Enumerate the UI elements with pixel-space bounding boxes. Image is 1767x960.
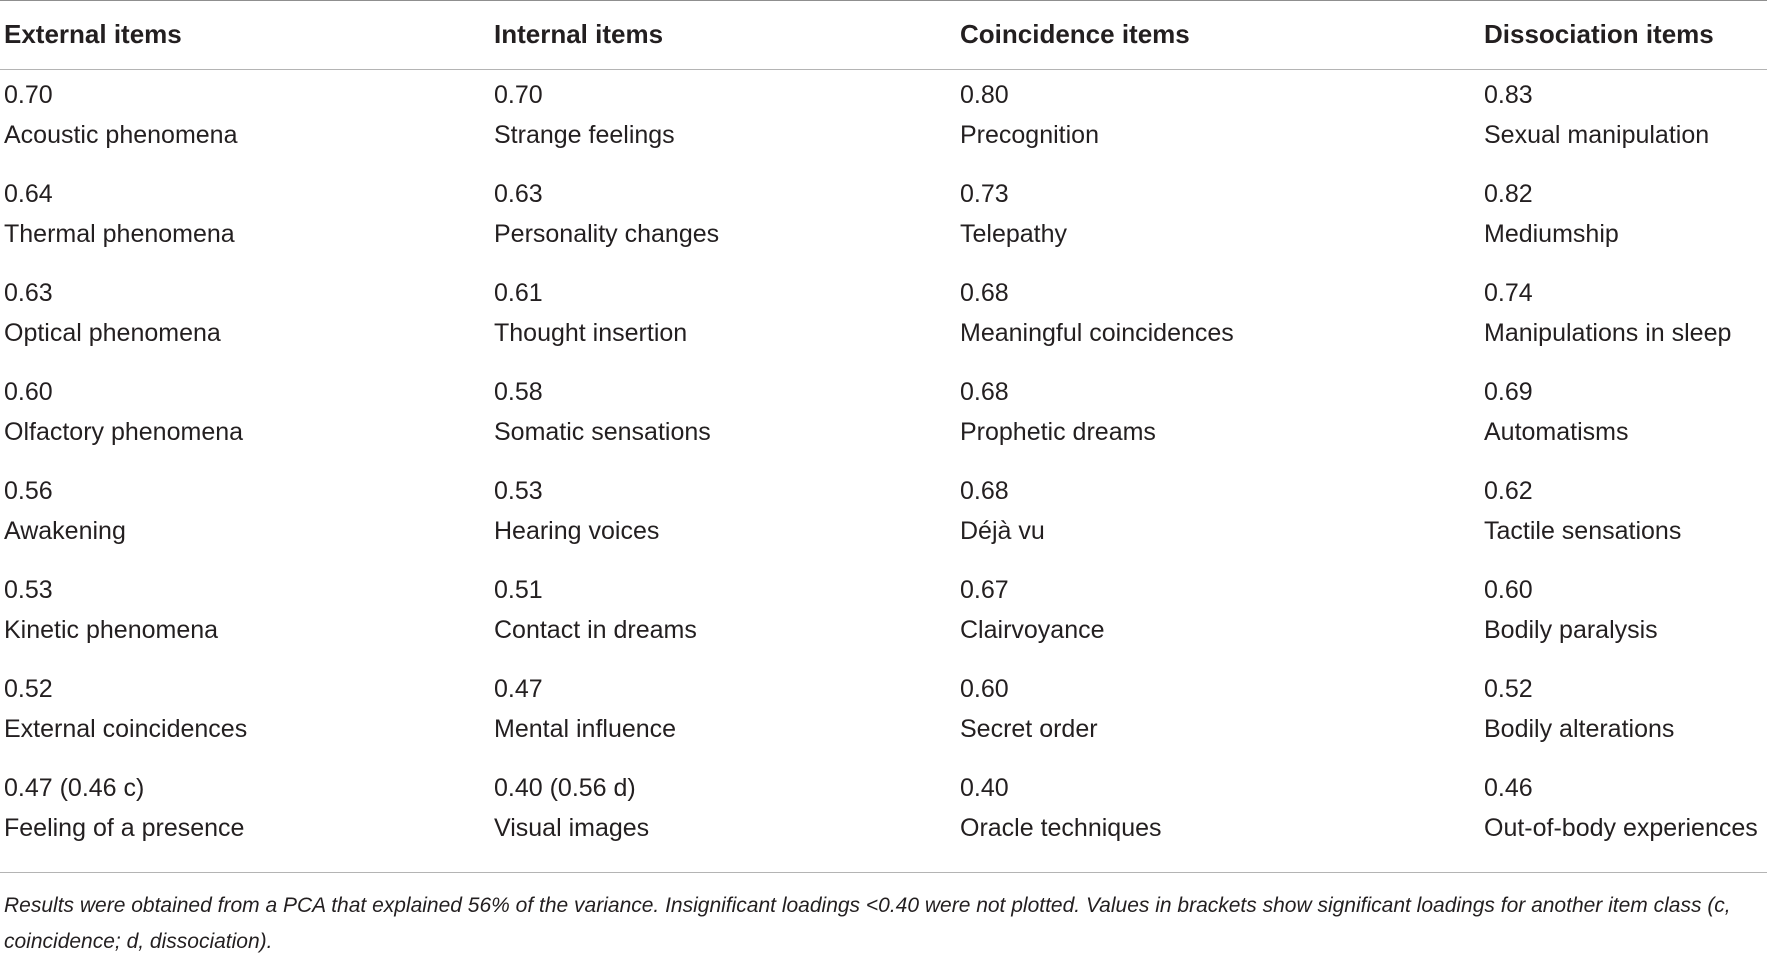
loading-value: 0.68 [960, 477, 1009, 505]
item-label: External coincidences [4, 715, 248, 743]
item-label: Precognition [960, 121, 1099, 149]
item-label: Bodily alterations [1484, 715, 1675, 743]
item-label: Clairvoyance [960, 616, 1105, 644]
loading-value: 0.60 [4, 378, 53, 406]
loading-value: 0.64 [4, 180, 53, 208]
item-label: Olfactory phenomena [4, 418, 244, 446]
loading-value: 0.67 [960, 576, 1009, 604]
item-label: Out-of-body experiences [1484, 814, 1758, 842]
column-header-dissociation: Dissociation items [1484, 19, 1714, 49]
table-body [0, 69, 1767, 867]
item-label: Mental influence [494, 715, 677, 743]
table-cell-coincidence [956, 669, 1480, 768]
item-label: Contact in dreams [494, 616, 697, 644]
item-label: Personality changes [494, 220, 720, 248]
table-cell-external [0, 669, 490, 768]
table-row [0, 69, 1767, 174]
item-label: Manipulations in sleep [1484, 319, 1732, 347]
table-cell-internal [490, 471, 956, 570]
table-cell-dissociation [1480, 69, 1767, 174]
table-cell-coincidence [956, 768, 1480, 867]
table-cell-dissociation [1480, 669, 1767, 768]
table-row [0, 669, 1767, 768]
item-label: Thought insertion [494, 319, 688, 347]
item-label: Déjà vu [960, 517, 1045, 545]
loading-value: 0.82 [1484, 180, 1533, 208]
loading-value: 0.63 [494, 180, 543, 208]
item-label: Strange feelings [494, 121, 675, 149]
table-cell-external [0, 273, 490, 372]
loading-value: 0.52 [4, 675, 53, 703]
item-label: Optical phenomena [4, 319, 221, 347]
table-cell-coincidence [956, 273, 1480, 372]
loading-value: 0.53 [4, 576, 53, 604]
table-cell-dissociation [1480, 768, 1767, 867]
loading-value: 0.73 [960, 180, 1009, 208]
table-bottom-rule [0, 872, 1767, 873]
item-label: Automatisms [1484, 418, 1629, 446]
table-cell-coincidence [956, 570, 1480, 669]
loading-value: 0.62 [1484, 477, 1533, 505]
item-label: Thermal phenomena [4, 220, 235, 248]
table-row [0, 570, 1767, 669]
table-cell-coincidence [956, 174, 1480, 273]
table-cell-internal [490, 372, 956, 471]
table-cell-coincidence [956, 372, 1480, 471]
item-label: Hearing voices [494, 517, 660, 545]
item-label: Prophetic dreams [960, 418, 1156, 446]
item-label: Visual images [494, 814, 650, 842]
loading-value: 0.69 [1484, 378, 1533, 406]
item-label: Meaningful coincidences [960, 319, 1234, 347]
loading-value: 0.83 [1484, 81, 1533, 109]
loading-value: 0.74 [1484, 279, 1533, 307]
item-label: Kinetic phenomena [4, 616, 219, 644]
item-label: Somatic sensations [494, 418, 711, 446]
item-label: Awakening [4, 517, 126, 545]
table-cell-coincidence [956, 471, 1480, 570]
column-header-external: External items [4, 19, 182, 49]
table-cell-dissociation [1480, 273, 1767, 372]
loading-value: 0.53 [494, 477, 543, 505]
loading-value: 0.63 [4, 279, 53, 307]
loading-value: 0.60 [960, 675, 1009, 703]
table-cell-external [0, 570, 490, 669]
table-cell-internal [490, 570, 956, 669]
table-cell-external [0, 372, 490, 471]
table-row [0, 471, 1767, 570]
table-cell-internal [490, 768, 956, 867]
item-label: Bodily paralysis [1484, 616, 1658, 644]
loading-value: 0.68 [960, 378, 1009, 406]
loading-value: 0.52 [1484, 675, 1533, 703]
table-row [0, 372, 1767, 471]
loading-value: 0.51 [494, 576, 543, 604]
table-row [0, 768, 1767, 867]
loading-value: 0.47 (0.46 c) [4, 774, 145, 802]
item-label: Feeling of a presence [4, 814, 245, 842]
item-label: Telepathy [960, 220, 1068, 248]
table-header-row [0, 0, 1767, 69]
loading-value: 0.40 (0.56 d) [494, 774, 636, 802]
table-cell-dissociation [1480, 372, 1767, 471]
table-cell-internal [490, 273, 956, 372]
loading-value: 0.61 [494, 279, 543, 307]
item-label: Mediumship [1484, 220, 1619, 248]
item-label: Oracle techniques [960, 814, 1162, 842]
loading-value: 0.56 [4, 477, 53, 505]
item-label: Secret order [960, 715, 1098, 743]
loading-value: 0.47 [494, 675, 543, 703]
item-label: Sexual manipulation [1484, 121, 1710, 149]
table-cell-external [0, 768, 490, 867]
table-cell-external [0, 69, 490, 174]
table-cell-dissociation [1480, 570, 1767, 669]
table-cell-dissociation [1480, 471, 1767, 570]
loading-value: 0.68 [960, 279, 1009, 307]
loading-value: 0.60 [1484, 576, 1533, 604]
column-header-coincidence: Coincidence items [960, 19, 1190, 49]
table-row [0, 273, 1767, 372]
loading-value: 0.40 [960, 774, 1009, 802]
loading-value: 0.58 [494, 378, 543, 406]
table-cell-internal [490, 174, 956, 273]
table-cell-internal [490, 69, 956, 174]
loading-value: 0.46 [1484, 774, 1533, 802]
table-cell-internal [490, 669, 956, 768]
table-row [0, 174, 1767, 273]
table-cell-external [0, 174, 490, 273]
loading-value: 0.80 [960, 81, 1009, 109]
loading-value: 0.70 [4, 81, 53, 109]
item-label: Acoustic phenomena [4, 121, 238, 149]
table-cell-coincidence [956, 69, 1480, 174]
loading-value: 0.70 [494, 81, 543, 109]
item-label: Tactile sensations [1484, 517, 1682, 545]
column-header-internal: Internal items [494, 19, 664, 49]
table-cell-dissociation [1480, 174, 1767, 273]
table-footnote: Results were obtained from a PCA that explained 56% of the variance. Insignificant loadings <0.40 were not plotted. Values in brackets show significant loadings for another item class (c, coincidence; d, dissociation). [4, 894, 1731, 953]
table-cell-external [0, 471, 490, 570]
